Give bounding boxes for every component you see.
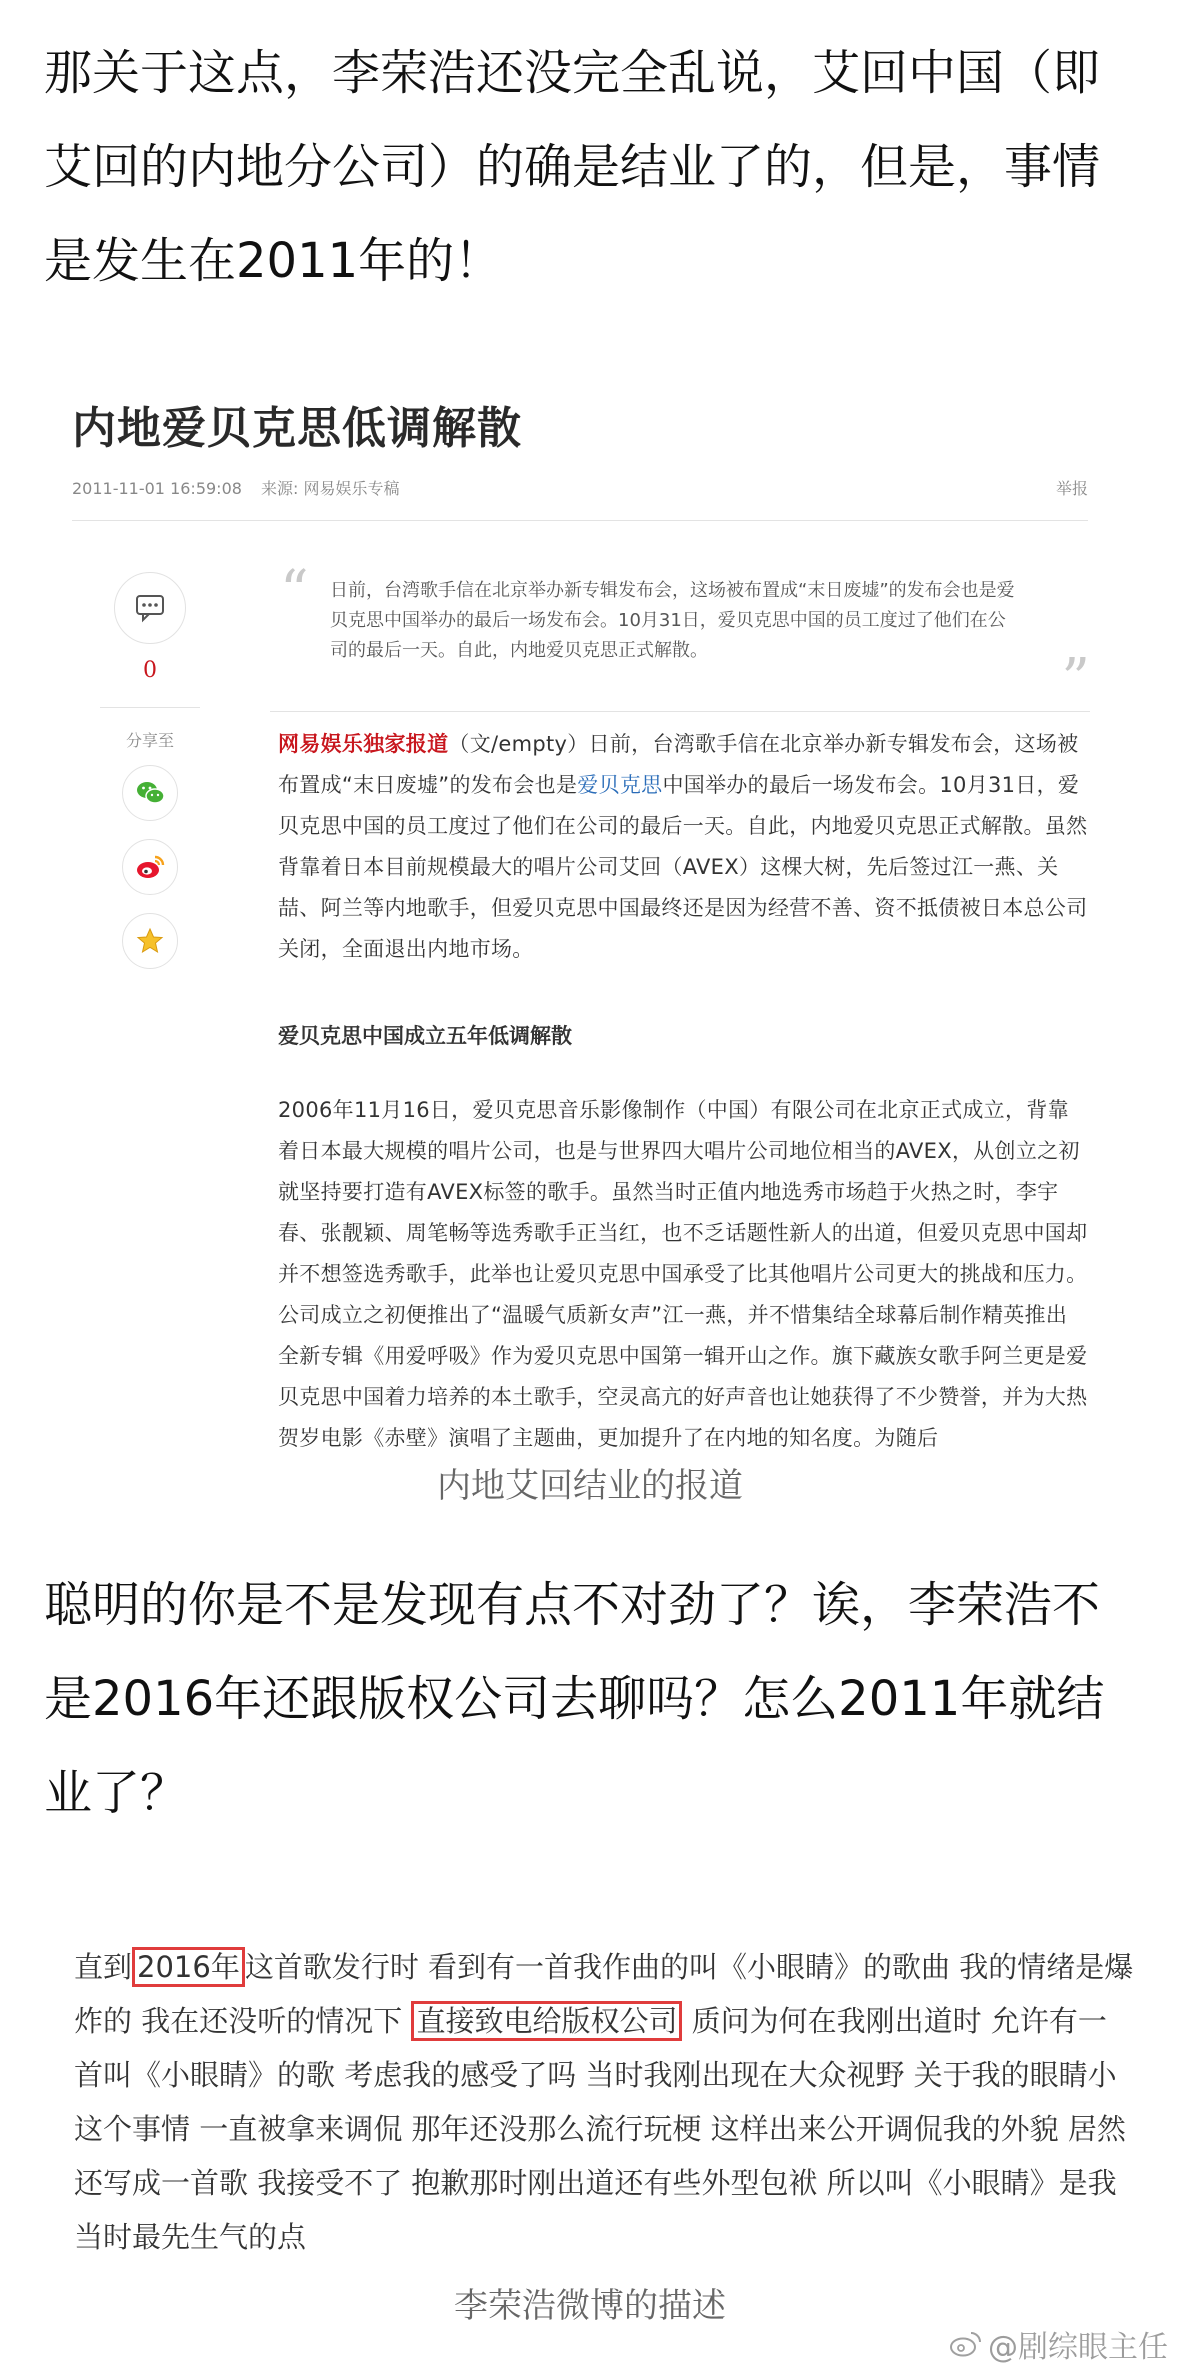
- lead-text-part: （文/empty）日前，台湾歌手信在北京举办新专辑发布会，这场被布置成“末日废墟”的发布会也是: [278, 732, 1079, 797]
- favorite-button[interactable]: [122, 913, 178, 969]
- quote-text: 日前，台湾歌手信在北京举办新专辑发布会，这场被布置成“末日废墟”的发布会也是爱贝克思中国举办的最后一场发布会。10月31日，爱贝克思中国的员工度过了他们在公司的最后一天。自此，内地爱贝克思正式解散。: [330, 580, 1015, 661]
- article-date: 2011-11-01 16:59:08: [72, 479, 242, 498]
- comment-button[interactable]: [114, 572, 186, 644]
- article-sidebar: [100, 572, 200, 987]
- article-title: 内地爱贝克思低调解散: [72, 403, 522, 454]
- weibo-text-part: 直到: [74, 1950, 133, 1984]
- comment-count: 0: [143, 658, 157, 683]
- image-caption: 李荣浩微博的描述: [454, 2286, 726, 2326]
- wechat-icon: [135, 780, 165, 806]
- avex-link[interactable]: 爱贝克思: [577, 773, 663, 797]
- section-heading: 爱贝克思中国成立五年低调解散: [278, 1024, 572, 1048]
- question-paragraph: 聪明的你是不是发现有点不对劲了？诶，李荣浩不是2016年还跟版权公司去聊吗？怎么2011年就结业了？: [44, 1577, 1105, 1821]
- quote-open-icon: “: [280, 559, 309, 624]
- quote-close-icon: ”: [1061, 647, 1090, 712]
- article-summary-quote: [270, 560, 1090, 712]
- article-meta: [72, 476, 414, 499]
- weibo-text-part: 质问为何在我刚出道时 允许有一首叫《小眼睛》的歌 考虑我的感受了吗 当时我刚出现在大众视野 关于我的眼睛小这个事情 一直被拿来调侃 那年还没那么流行玩梗 这样出来公开调侃我的外貌 居然还写成一首歌 我接受不了 抱歉那时刚出道还有些外型包袱 所以叫《小眼睛》是我当时最先生气的点: [74, 2004, 1126, 2254]
- share-wechat-button[interactable]: [122, 765, 178, 821]
- weibo-post-text: [74, 1940, 1134, 2264]
- divider: [72, 520, 1088, 521]
- weibo-icon: [135, 854, 165, 880]
- section-body: 2006年11月16日，爱贝克思音乐影像制作（中国）有限公司在北京正式成立，背靠着日本最大规模的唱片公司，也是与世界四大唱片公司地位相当的AVEX，从创立之初就坚持要打造有AVEX标签的歌手。虽然当时正值内地选秀市场趋于火热之时，李宇春、张靓颖、周笔畅等选秀歌手正当红，也不乏话题性新人的出道，但爱贝克思中国却并不想签选秀歌手，此举也让爱贝克思中国承受了比其他唱片公司更大的挑战和压力。公司成立之初便推出了“温暖气质新女声”江一燕，并不惜集结全球幕后制作精英推出全新专辑《用爱呼吸》作为爱贝克思中国第一辑开山之作。旗下藏族女歌手阿兰更是爱贝克思中国着力培养的本土歌手，空灵高亢的好声音也让她获得了不少赞誉，并为大热贺岁电影《赤壁》演唱了主题曲，更加提升了在内地的知名度。为随后: [278, 1098, 1088, 1450]
- intro-paragraph: 那关于这点，李荣浩还没完全乱说，艾回中国（即艾回的内地分公司）的确是结业了的，但是，事情是发生在2011年的！: [44, 45, 1101, 289]
- image-caption: 内地艾回结业的报道: [437, 1466, 743, 1506]
- article-source: 来源: 网易娱乐专稿: [261, 479, 400, 498]
- favorite-icon: [136, 927, 164, 955]
- share-weibo-button[interactable]: [122, 839, 178, 895]
- share-label: 分享至: [125, 731, 174, 750]
- article-lead-paragraph: [278, 724, 1088, 970]
- comment-icon: [135, 594, 165, 622]
- report-link[interactable]: 举报: [1055, 479, 1088, 498]
- highlight-box-call: 直接致电给版权公司: [411, 2001, 682, 2041]
- watermark-text: @剧综眼主任: [988, 2330, 1168, 2365]
- exclusive-report-label: 网易娱乐独家报道: [278, 732, 449, 756]
- divider: [100, 707, 200, 708]
- weibo-text-part: 这首歌发行时 看到有一首我作曲的叫《小眼睛》的歌曲 我的情绪是爆炸的 我在还没听的情况下: [74, 1950, 1134, 2038]
- weibo-logo-icon: [948, 2330, 982, 2358]
- watermark: [948, 2322, 1168, 2366]
- article-screenshot: [0, 360, 1180, 1510]
- lead-text-part: 中国举办的最后一场发布会。10月31日，爱贝克思中国的员工度过了他们在公司的最后一天。自此，内地爱贝克思正式解散。虽然背靠着日本目前规模最大的唱片公司艾回（AVEX）这棵大树，先后签过江一燕、关喆、阿兰等内地歌手，但爱贝克思中国最终还是因为经营不善、资不抵债被日本总公司关闭，全面退出内地市场。: [278, 773, 1088, 961]
- highlight-box-year: 2016年: [132, 1947, 245, 1987]
